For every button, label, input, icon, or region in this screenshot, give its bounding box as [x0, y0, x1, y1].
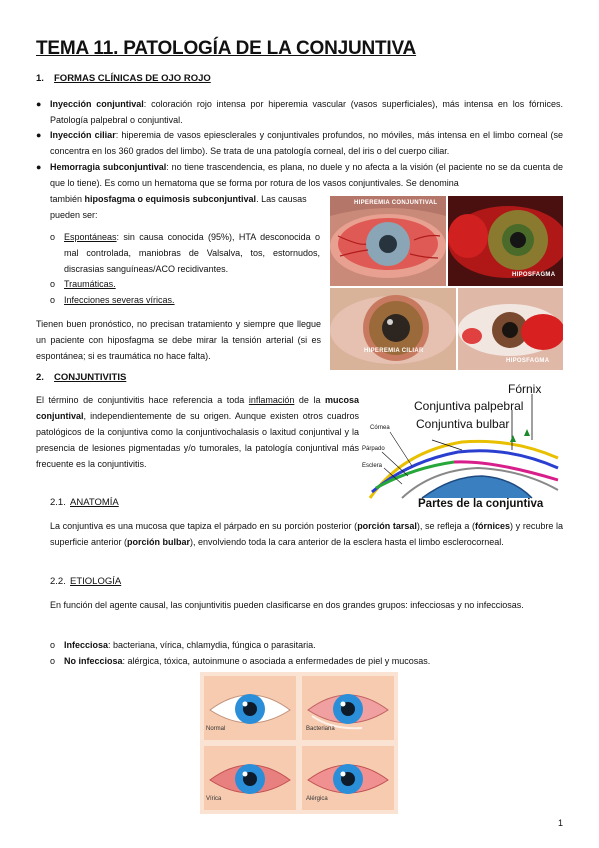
term: Infecciosa [64, 640, 109, 650]
page-number: 1 [557, 818, 563, 828]
section-number: 1. [36, 73, 44, 84]
diagram-caption: Partes de la conjuntiva [418, 498, 544, 510]
subsection-2-1-heading [50, 497, 119, 508]
term: Inyección conjuntival [50, 99, 144, 109]
circle-bullet-icon: o [50, 640, 56, 650]
text: : alérgica, tóxica, autoinmune o asociada a enfermedades de piel y mucosas. [122, 656, 431, 666]
photo-hiperemia-conjuntival [330, 196, 446, 286]
term: Espontáneas [64, 232, 117, 242]
term: hiposfagma o equimosis subconjuntival [84, 194, 257, 204]
etiologia-no-infecciosa [50, 653, 563, 669]
ciliary-eye-photo [330, 288, 456, 370]
bullet-dot-icon: ● [36, 162, 42, 172]
bullet-inyeccion-ciliar [36, 127, 564, 159]
circle-bullet-icon: o [50, 279, 56, 289]
section-1-heading [36, 73, 211, 84]
eye-label-normal: Normal [206, 726, 226, 732]
bullet-dot-icon: ● [36, 130, 42, 140]
text: , independientemente de su origen. Aunque existen otros cuadros patológicos de la conjuntiva como la conjuntivochalasis o laxitud conjuntival y la presencia de lesiones pigmentadas y/o tumorales, la patología conjuntival más frecuente es la conjuntivitis. [36, 411, 359, 469]
circle-bullet-icon: o [50, 295, 56, 305]
etiologia-infecciosa [50, 637, 563, 653]
photo-label: HIPEREMIA CILIAR [364, 348, 424, 354]
text: ), se refleja a ( [416, 521, 475, 531]
text: de la [294, 395, 325, 405]
eye-label-virica: Vírica [206, 796, 222, 802]
photo-hiposfagma-2 [458, 288, 563, 370]
text: . Las causas pueden ser: [50, 194, 307, 220]
bold-term: porción bulbar [127, 537, 191, 547]
term: Inyección ciliar [50, 130, 116, 140]
label-esclera: Esclera [362, 463, 383, 469]
photo-label: HIPOSFAGMA [506, 358, 550, 364]
label-cornea: Córnea [370, 425, 390, 431]
section-2-heading [36, 372, 126, 383]
subsection-number: 2.1. [50, 497, 66, 508]
label-conjuntiva-bulbar: Conjuntiva bulbar [416, 417, 510, 431]
subsection-2-2-heading [50, 576, 121, 587]
conjunctivitis-types-illustration [200, 672, 398, 814]
section-title: CONJUNTIVITIS [54, 372, 127, 383]
bold-term: porción tarsal [357, 521, 417, 531]
eye-label-alergica: Alérgica [306, 796, 328, 802]
bullet-hemorragia [36, 159, 563, 191]
label-parpado: Párpado [362, 446, 385, 452]
underlined-term: inflamación [248, 395, 295, 405]
photo-hiposfagma-1 [448, 196, 563, 286]
text: : sin causa conocida (95%), HTA desconocida o mal controlada, maniobras de Valsalva, tos, estornudos, discrasias sanguíneas/ACO recidivantes. [64, 232, 320, 274]
term: Traumáticas. [64, 279, 116, 289]
circle-bullet-icon: o [50, 232, 56, 242]
text: El término de conjuntivitis hace referencia a toda [36, 395, 249, 405]
eye-types-grid [200, 672, 398, 814]
photo-label: HIPEREMIA CONJUNTIVAL [354, 200, 438, 206]
bullet-text: : coloración rojo intensa por hiperemia vascular (vasos superficiales), más intensa en los fórnices. Patología palpebral o conjuntival. [50, 99, 563, 125]
bullet-text: : no tiene trascendencia, es plana, no duele y no afecta a la visión (el paciente no se da cuenta de que lo tiene). Es como un hematoma que se forma por rotura de los vasos conjuntivales. Se denomina [50, 162, 563, 188]
photo-hiperemia-ciliar [330, 288, 456, 370]
label-fornix: Fórnix [508, 382, 542, 396]
subsection-title: ETIOLOGÍA [70, 576, 122, 587]
subsection-number: 2.2. [50, 576, 66, 587]
label-conjuntiva-palpebral: Conjuntiva palpebral [414, 399, 524, 413]
conjunctiva-diagram [362, 380, 563, 514]
prognosis-paragraph: Tienen buen pronóstico, no precisan tratamiento y siempre que llegue un paciente con hiposfagma se debe mirar la tensión arterial (si es espontánea; si es traumática no hace falta). [36, 319, 321, 361]
bullet-dot-icon: ● [36, 99, 42, 109]
conjuntivitis-intro [36, 392, 359, 472]
section-title: FORMAS CLÍNICAS DE OJO ROJO [54, 73, 211, 84]
bullet-text: : hiperemia de vasos epiesclerales y conjuntivales profundos, no móviles, más intensa en el limbo corneal (se concentra en los 360 grados del limbo). Se trata de una patología corneal, del iris o del cuerpo ciliar. [50, 130, 564, 156]
text: ), envolviendo toda la cara anterior de la esclera hasta el limbo esclerocorneal. [190, 537, 504, 547]
bold-term: mucosa conjuntival [36, 395, 359, 421]
bullet-hemorragia-cont [50, 191, 325, 223]
red-eye-photo [330, 196, 446, 286]
section-number: 2. [36, 372, 44, 383]
bullet-inyeccion-conjuntival [36, 96, 563, 128]
cause-espontaneas [50, 229, 320, 277]
etiologia-intro: En función del agente causal, las conjuntivitis pueden clasificarse en dos grandes grupos: infecciosas y no infecciosas. [50, 600, 524, 610]
text: La conjuntiva es una mucosa que tapiza el párpado en su porción posterior ( [50, 521, 358, 531]
subsection-title: ANATOMÍA [70, 497, 119, 508]
photo-label: HIPOSFAGMA [512, 272, 556, 278]
cause-traumaticas [50, 276, 320, 292]
term: Hemorragia subconjuntival [50, 162, 167, 172]
text: ) y recubre la superficie anterior ( [50, 521, 563, 547]
page-title: TEMA 11. PATOLOGÍA DE LA CONJUNTIVA [36, 38, 417, 59]
text: también [50, 194, 85, 204]
term: No infecciosa [64, 656, 123, 666]
anatomia-paragraph [50, 518, 563, 550]
cause-infecciones [50, 292, 320, 308]
circle-bullet-icon: o [50, 656, 56, 666]
term: Infecciones severas víricas. [64, 295, 175, 305]
bold-term: fórnices [475, 521, 511, 531]
eye-label-bacteriana: Bacteriana [306, 726, 335, 732]
text: : bacteriana, vírica, chlamydia, fúngica o parasitaria. [108, 640, 316, 650]
